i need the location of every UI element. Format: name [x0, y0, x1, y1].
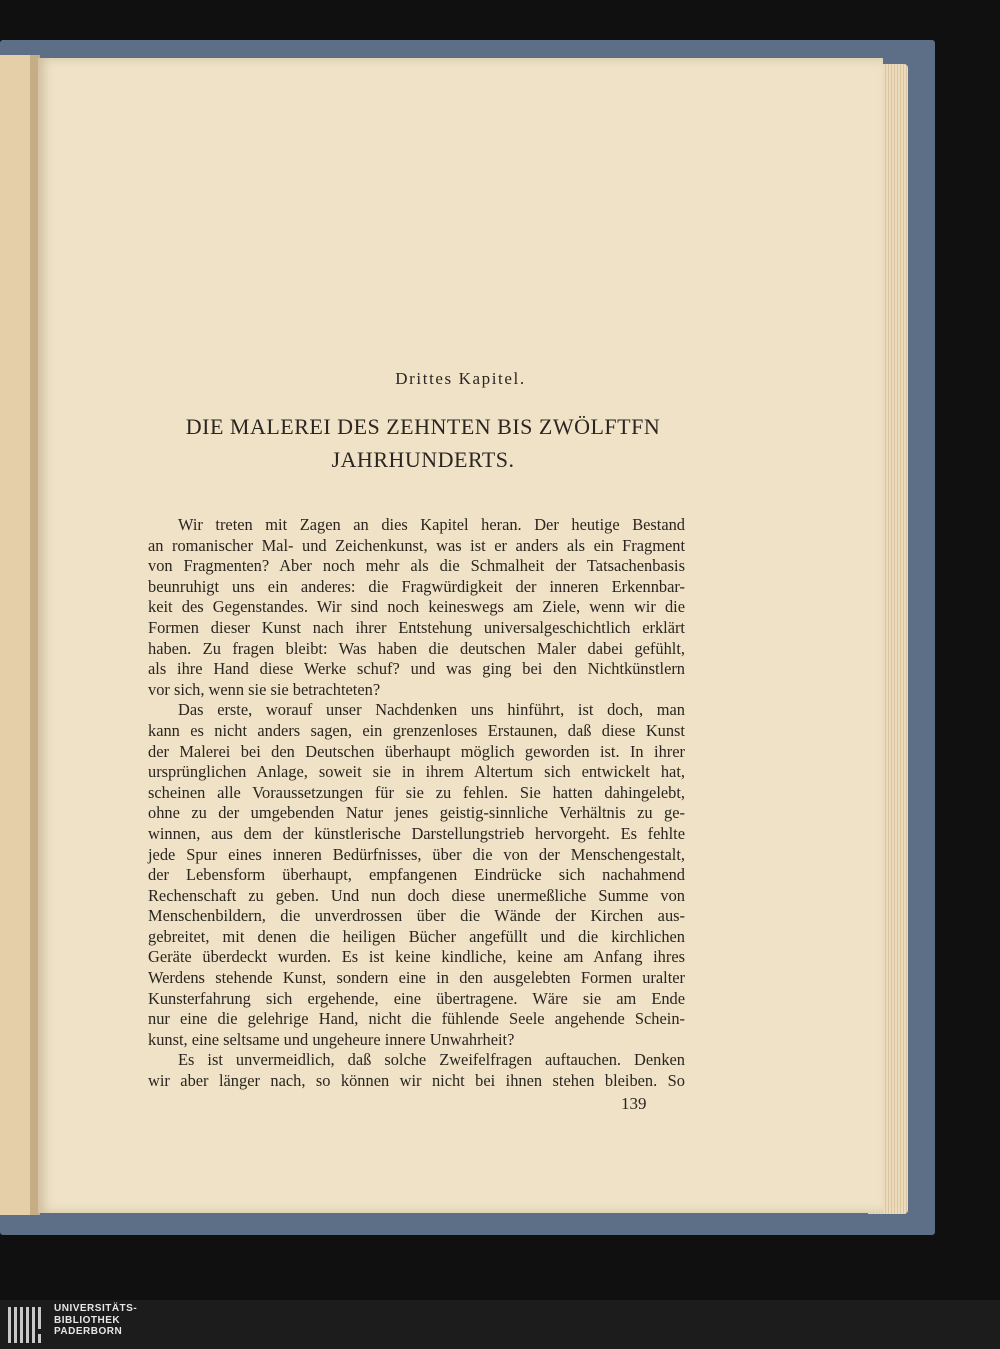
- text-line: Das erste, worauf unser Nachdenken uns hinführt, ist doch, man: [178, 700, 685, 720]
- text-line: vor sich, wenn sie sie betrachteten?: [148, 679, 381, 699]
- logo-line: BIBLIOTHEK: [54, 1314, 121, 1326]
- text-line: gebreitet, mit denen die heiligen Bücher angefüllt und die kirchlichen: [148, 926, 685, 946]
- text-line: scheinen alle Voraussetzungen für sie zu fehlen. Sie hatten dahingelebt,: [148, 782, 685, 802]
- text-line: haben. Zu fragen bleibt: Was haben die deutschen Maler dabei gefühlt,: [148, 638, 685, 658]
- chapter-label: Drittes Kapitel.: [395, 369, 526, 388]
- page-number: 139: [621, 1094, 647, 1113]
- text-line: der Malerei bei den Deutschen überhaupt möglich geworden ist. In ihrer: [148, 741, 685, 761]
- text-line: winnen, aus dem der künstlerische Darstellungstrieb hervorgeht. Es fehlte: [148, 823, 685, 843]
- text-line: keit des Gegenstandes. Wir sind noch keineswegs am Ziele, wenn wir die: [148, 597, 685, 617]
- facing-page-edge: [0, 55, 40, 1215]
- book-page: [38, 58, 883, 1213]
- footer-bar: [0, 1300, 1000, 1349]
- text-line: wir aber länger nach, so können wir nicht bei ihnen stehen bleiben. So: [148, 1071, 685, 1091]
- text-line: ohne zu der umgebenden Natur jenes geistig-sinnliche Verhältnis zu ge-: [148, 803, 685, 823]
- text-line: Formen dieser Kunst nach ihrer Entstehung universalgeschichtlich erklärt: [148, 617, 685, 637]
- library-logo-text: [54, 1303, 137, 1338]
- text-line: beunruhigt uns ein anderes: die Fragwürdigkeit der inneren Erkennbar-: [148, 576, 685, 596]
- text-line: Wir treten mit Zagen an dies Kapitel heran. Der heutige Bestand: [178, 515, 685, 534]
- title-line: DIE MALEREI DES ZEHNTEN BIS ZWÖLFTFN: [185, 414, 661, 439]
- text-line: jede Spur eines inneren Bedürfnisses, über die von der Menschengestalt,: [148, 844, 685, 864]
- text-line: kunst, eine seltsame und ungeheure innere Unwahrheit?: [148, 1029, 515, 1049]
- text-line: an romanischer Mal- und Zeichenkunst, was ist er anders als ein Fragment: [148, 535, 685, 555]
- logo-line: PADERBORN: [54, 1326, 123, 1337]
- body-text: [148, 515, 685, 1092]
- text-line: Rechenschaft zu geben. Und nun doch diese unermeßliche Summe von: [148, 885, 685, 905]
- chapter-title: [148, 410, 698, 476]
- library-logo-icon: [8, 1307, 46, 1343]
- text-line: ursprünglichen Anlage, soweit sie in ihrem Altertum sich entwickelt hat,: [148, 762, 685, 782]
- logo-line: UNIVERSITÄTS-: [54, 1303, 138, 1314]
- text-line: Menschenbildern, die unverdrossen über die Wände der Kirchen aus-: [148, 906, 685, 926]
- text-line: Kunsterfahrung sich ergehende, eine übertragene. Wäre sie am Ende: [148, 988, 685, 1008]
- text-line: Es ist unvermeidlich, daß solche Zweifelfragen auftauchen. Denken: [178, 1050, 685, 1070]
- text-line: der Lebensform überhaupt, empfangenen Eindrücke sich nachahmend: [148, 865, 685, 885]
- text-line: von Fragmenten? Aber noch mehr als die Schmalheit der Tatsachenbasis: [148, 556, 685, 576]
- title-line: JAHRHUNDERTS.: [331, 447, 515, 472]
- text-line: Werdens stehende Kunst, sondern eine in den ausgelebten Formen uralter: [148, 968, 685, 988]
- text-line: kann es nicht anders sagen, ein grenzenloses Erstaunen, daß diese Kunst: [148, 720, 685, 740]
- text-line: Geräte überdeckt wurden. Es ist keine kindliche, keine am Anfang ihres: [148, 947, 685, 967]
- text-line: als ihre Hand diese Werke schuf? und was ging bei den Nichtkünstlern: [148, 659, 685, 679]
- text-line: nur eine die gelehrige Hand, nicht die fühlende Seele angehende Schein-: [148, 1009, 685, 1029]
